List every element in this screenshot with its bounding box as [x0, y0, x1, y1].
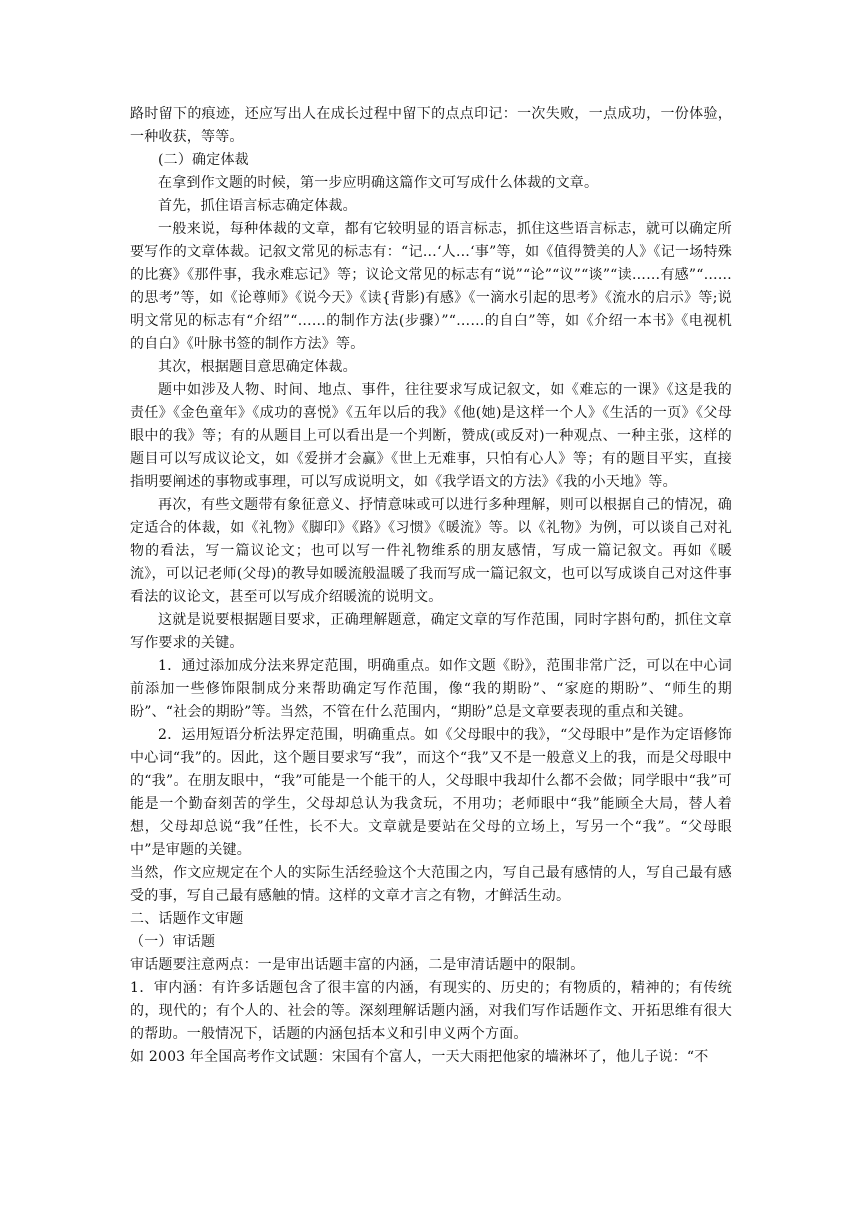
- paragraph: 其次，根据题目意思确定体裁。: [158, 359, 357, 375]
- subsection-heading: （一）审话题: [130, 934, 216, 950]
- paragraph: 再次，有些文题带有象征意义、抒情意味或可以进行多种理解，则可以根据自己的情况，确定适合的体裁，如《礼物》《脚印》《路》《习惯》《暖流》等。以《礼物》为例，可以谈自己对礼物的看法，写一篇议论文；也可以写一件礼物维系的朋友感情，写成一篇记叙文。再如《暖流》，可以记老师(父母)的教导如暖流般温暖了我而写成一篇记叙文，也可以写成谈自己对这件事看法的议论文，甚至可以写成介绍暖流的说明文。: [130, 497, 732, 605]
- list-item-paragraph: 2．运用短语分析法界定范围，明确重点。如《父母眼中的我》，“父母眼中”是作为定语修饰中心词“我”的。因此，这个题目要求写“我”，而这个“我”又不是一般意义上的我，而是父母眼中的“我”。在朋友眼中，“我”可能是一个能干的人，父母眼中我却什么都不会做；同学眼中“我”可能是一个勤奋刻苦的学生，父母却总认为我贪玩，不用功；老师眼中“我”能顾全大局，替人着想，父母却总说“我”任性，长不大。文章就是要站在父母的立场上，写另一个“我”。“父母眼中”是审题的关键。: [130, 727, 732, 858]
- list-item-paragraph: 1．审内涵：有许多话题包含了很丰富的内涵，有现实的、历史的；有物质的，精神的；有传统的，现代的；有个人的、社会的等。深刻理解话题内涵，对我们写作话题作文、开拓思维有很大的帮助。一般情况下，话题的内涵包括本义和引申义两个方面。: [130, 980, 732, 1042]
- paragraph: 审话题要注意两点：一是审出话题丰富的内涵，二是审清话题中的限制。: [130, 957, 585, 973]
- paragraph: 如 2003 年全国高考作文试题：宋国有个富人，一天大雨把他家的墙淋坏了，他儿子说：“不: [130, 1049, 709, 1065]
- section-heading-topic-essay: 二、话题作文审题: [130, 911, 244, 927]
- document-body: [130, 103, 732, 1069]
- paragraph: 在拿到作文题的时候，第一步应明确这篇作文可写成什么体裁的文章。: [158, 175, 599, 191]
- paragraph-continuation: 路时留下的痕迹，还应写出人在成长过程中留下的点点印记：一次失败，一点成功，一份体验，一种收获，等等。: [130, 106, 732, 145]
- paragraph: 当然，作文应规定在个人的实际生活经验这个大范围之内，写自己最有感情的人，写自己最有感受的事，写自己最有感触的情。这样的文章才言之有物，才鲜活生动。: [130, 865, 732, 904]
- list-item-paragraph: 1．通过添加成分法来界定范围，明确重点。如作文题《盼》，范围非常广泛，可以在中心词前添加一些修饰限制成分来帮助确定写作范围，像“我的期盼”、“家庭的期盼”、“师生的期盼”、“社会的期盼”等。当然，不管在什么范围内，“期盼”总是文章要表现的重点和关键。: [130, 658, 732, 720]
- paragraph: 一般来说，每种体裁的文章，都有它较明显的语言标志，抓住这些语言标志，就可以确定所要写作的文章体裁。记叙文常见的标志有：“记…‘人…‘事”等，如《值得赞美的人》《记一场特殊的比赛》《那件事，我永难忘记》等；议论文常见的标志有“说”“论”“议”“谈”“读……有感”“……的思考”等，如《论尊师》《说今天》《读{背影)有感》《一滴水引起的思考》《流水的启示》等;说明文常见的标志有“介绍”“……的制作方法(步骤）”“……的自白”等，如《介绍一本书》《电视机的自白》《叶脉书签的制作方法》等。: [130, 221, 732, 352]
- paragraph: 这就是说要根据题目要求，正确理解题意，确定文章的写作范围，同时字斟句酌，抓住文章写作要求的关键。: [130, 612, 732, 651]
- section-heading-genre: (二）确定体裁: [158, 152, 249, 168]
- paragraph: 首先，抓住语言标志确定体裁。: [158, 198, 357, 214]
- paragraph: 题中如涉及人物、时间、地点、事件，往往要求写成记叙文，如《难忘的一课》《这是我的责任》《金色童年》《成功的喜悦》《五年以后的我》《他(她)是这样一个人》《生活的一页》《父母眼中的我》等；有的从题目上可以看出是一个判断，赞成(或反对)一种观点、一种主张，这样的题目可以写成议论文，如《爱拼才会赢》《世上无难事，只怕有心人》等；有的题目平实，直接指明要阐述的事物或事理，可以写成说明文，如《我学语文的方法》《我的小天地》等。: [130, 382, 732, 490]
